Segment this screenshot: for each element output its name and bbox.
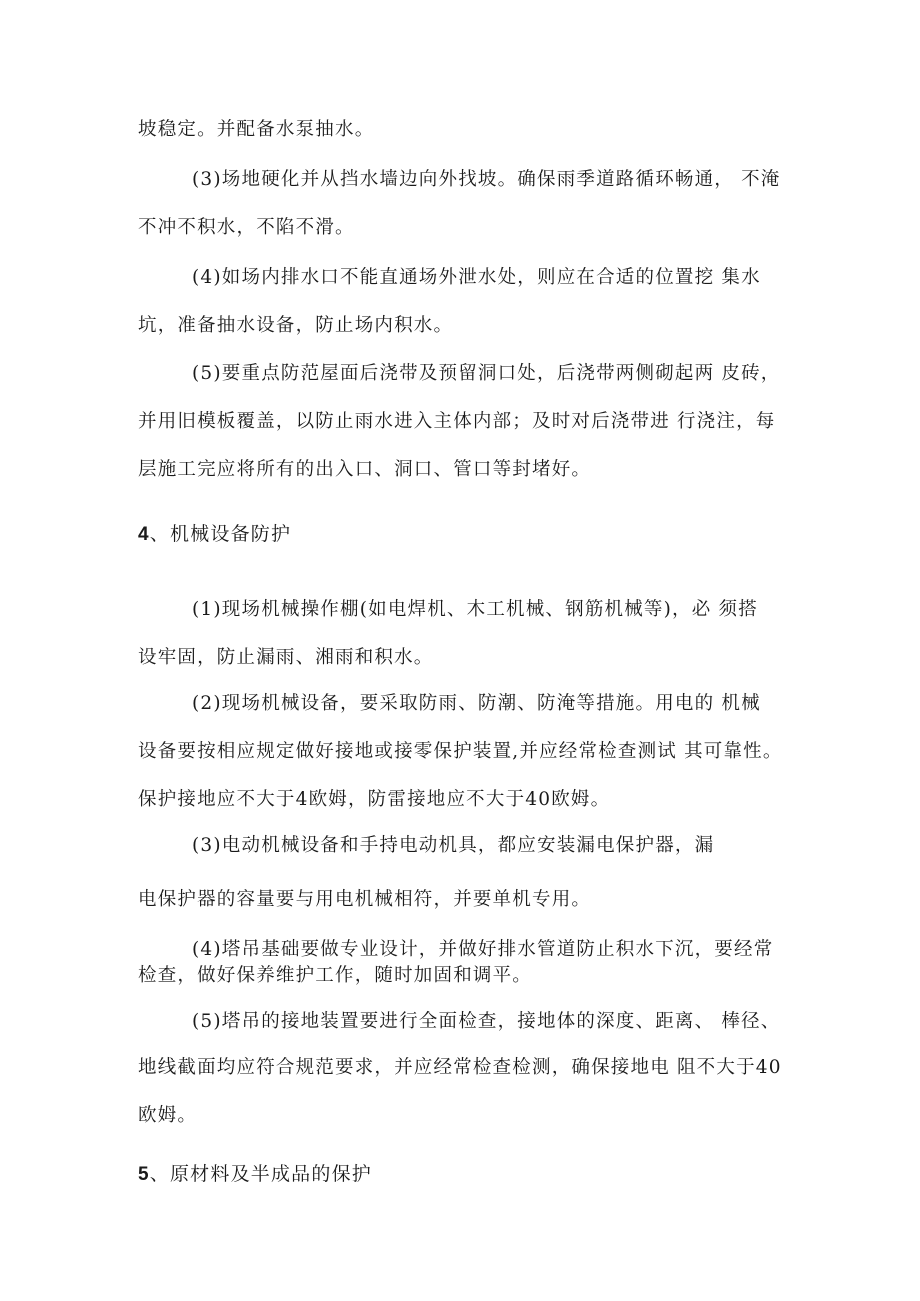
paragraph-line: 坑，准备抽水设备，防止场内积水。 [138,315,454,336]
paragraph-line: (1)现场机械操作棚(如电焊机、木工机械、钢筋机械等)，必 须搭 [192,599,758,620]
paragraph-line: 地线截面均应符合规范要求，并应经常检查检测，确保接地电 阻不大于40 [138,1057,782,1078]
paragraph-line: (4)塔吊基础要做专业设计，并做好排水管道防止积水下沉，要经常 [192,939,774,960]
heading-number: 5 [138,1164,150,1185]
paragraph-line: 设备要按相应规定做好接地或接零保护装置,并应经常检查测试 其可靠性。 [138,741,783,762]
paragraph-line: (4)如场内排水口不能直通场外泄水处，则应在合适的位置挖 集水 [192,267,761,288]
paragraph-line: (2)现场机械设备，要采取防雨、防潮、防淹等措施。用电的 机械 [192,693,761,714]
paragraph-line: 层施工完应将所有的出入口、洞口、管口等封堵好。 [138,459,592,480]
paragraph-line: (5)塔吊的接地装置要进行全面检查，接地体的深度、距离、 棒径、 [192,1011,781,1032]
paragraph-line: 设牢固，防止漏雨、湘雨和积水。 [138,647,434,668]
paragraph-line: 不冲不积水，不陷不滑。 [138,217,355,238]
section-heading-4 [138,522,291,547]
paragraph-line: 检查，做好保养维护工作，随时加固和调平。 [138,965,533,986]
paragraph-line: (3)电动机械设备和手持电动机具，都应安装漏电保护器，漏 [192,835,715,856]
heading-text: 、原材料及半成品的保护 [149,1163,372,1185]
paragraph-line: 保护接地应不大于4欧姆，防雷接地应不大于40欧姆。 [138,789,611,810]
section-heading-5 [138,1162,372,1187]
paragraph-line: 欧姆。 [138,1105,198,1126]
heading-number: 4 [138,524,150,545]
paragraph-line: (5)要重点防范屋面后浇带及预留洞口处，后浇带两侧砌起两 皮砖， [192,363,781,384]
paragraph-line: 并用旧模板覆盖，以防止雨水进入主体内部；及时对后浇带进 行浇注，每 [138,411,776,432]
paragraph-line: (3)场地硬化并从挡水墙边向外找坡。确保雨季道路循环畅通， 不淹 [192,169,781,190]
heading-text: 、机械设备防护 [149,523,292,545]
paragraph-line: 电保护器的容量要与用电机械相符，并要单机专用。 [138,889,592,910]
paragraph-line: 坡稳定。并配备水泵抽水。 [138,119,375,140]
